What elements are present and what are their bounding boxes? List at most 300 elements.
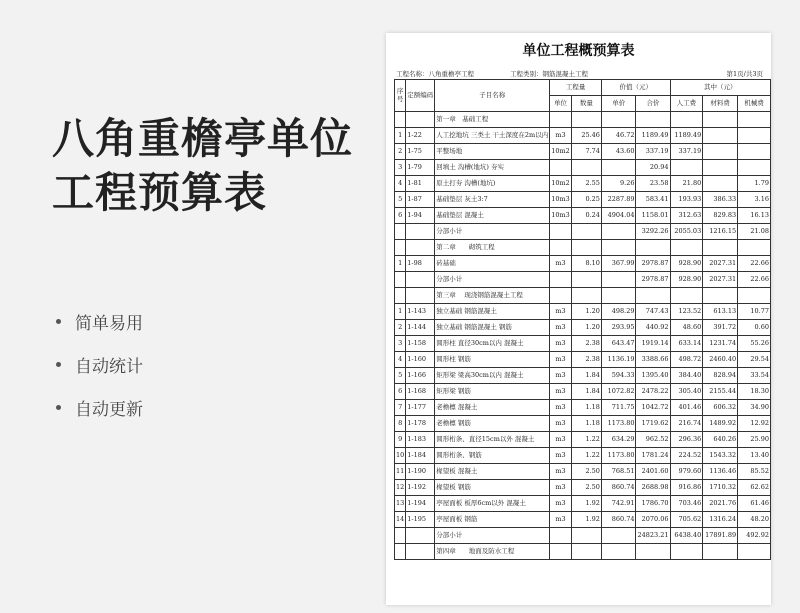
table-row	[395, 464, 771, 480]
cell-price: 860.74	[601, 512, 636, 528]
cell-material	[703, 240, 738, 256]
cell-machine: 62.62	[738, 480, 771, 496]
cell-unit: 10m2	[550, 176, 572, 192]
table-row	[395, 480, 771, 496]
cell-unit: m3	[550, 464, 572, 480]
cell-material: 2460.40	[703, 352, 738, 368]
cell-machine	[738, 240, 771, 256]
cell-name: 老檐檩 钢筋	[435, 416, 550, 432]
cell-code: 1-166	[406, 368, 435, 384]
header-price-group: 价值（元）	[601, 80, 670, 96]
cell-seq: 4	[395, 352, 406, 368]
cell-code: 1-178	[406, 416, 435, 432]
cell-seq	[395, 272, 406, 288]
document-preview	[386, 33, 771, 605]
cell-price: 742.91	[601, 496, 636, 512]
cell-machine	[738, 160, 771, 176]
cell-name: 第二章 砌筑工程	[435, 240, 550, 256]
cell-price: 768.51	[601, 464, 636, 480]
cell-labor: 224.52	[670, 448, 703, 464]
project-name: 工程名称：八角重檐亭工程	[396, 70, 474, 78]
cell-machine: 85.52	[738, 464, 771, 480]
cell-seq: 5	[395, 368, 406, 384]
cell-seq: 7	[395, 400, 406, 416]
cell-seq	[395, 224, 406, 240]
cell-code: 1-177	[406, 400, 435, 416]
cell-qty	[571, 160, 601, 176]
cell-total: 747.43	[636, 304, 670, 320]
header-code: 定额编码	[406, 80, 435, 112]
cell-name: 分部小计	[435, 272, 550, 288]
cell-price	[601, 288, 636, 304]
cell-unit	[550, 160, 572, 176]
cell-seq: 4	[395, 176, 406, 192]
cell-machine: 22.66	[738, 256, 771, 272]
cell-name: 原土打夯 沟槽(地坑)	[435, 176, 550, 192]
cell-qty	[571, 112, 601, 128]
cell-material: 1710.32	[703, 480, 738, 496]
cell-total: 20.94	[636, 160, 670, 176]
cell-qty: 1.84	[571, 368, 601, 384]
cell-unit	[550, 272, 572, 288]
header-total: 合价	[636, 96, 670, 112]
cell-code	[406, 272, 435, 288]
cell-total: 583.41	[636, 192, 670, 208]
cell-name: 砖基础	[435, 256, 550, 272]
header-unit-price: 单价	[601, 96, 636, 112]
header-qty-group: 工程量	[550, 80, 602, 96]
cell-seq: 11	[395, 464, 406, 480]
feature-item: 自动更新	[56, 396, 143, 418]
cell-unit: m3	[550, 336, 572, 352]
cell-price: 46.72	[601, 128, 636, 144]
cell-code: 1-160	[406, 352, 435, 368]
header-unit: 单位	[550, 96, 572, 112]
cell-qty: 0.25	[571, 192, 601, 208]
cell-material: 2027.31	[703, 272, 738, 288]
table-row	[395, 112, 771, 128]
cell-material: 391.72	[703, 320, 738, 336]
table-row	[395, 208, 771, 224]
cell-price	[601, 160, 636, 176]
cell-price: 43.60	[601, 144, 636, 160]
cell-material: 2027.31	[703, 256, 738, 272]
table-row	[395, 336, 771, 352]
cell-code: 1-158	[406, 336, 435, 352]
cell-machine	[738, 112, 771, 128]
table-row	[395, 416, 771, 432]
cell-name: 分部小计	[435, 528, 550, 544]
cell-name: 分部小计	[435, 224, 550, 240]
table-row	[395, 144, 771, 160]
cell-total	[636, 288, 670, 304]
cell-price: 4904.04	[601, 208, 636, 224]
header-name: 子目名称	[435, 80, 550, 112]
cell-code: 1-195	[406, 512, 435, 528]
cell-labor: 305.40	[670, 384, 703, 400]
cell-name: 圆形柱 直径30cm以内 混凝土	[435, 336, 550, 352]
cell-price: 1173.80	[601, 448, 636, 464]
cell-total: 23.58	[636, 176, 670, 192]
hero-title	[52, 112, 352, 220]
table-row	[395, 400, 771, 416]
cell-qty: 0.24	[571, 208, 601, 224]
table-body	[395, 112, 771, 560]
project-type: 工程类别：钢筋混凝土工程	[510, 70, 588, 78]
cell-price	[601, 224, 636, 240]
cell-code	[406, 240, 435, 256]
cell-qty: 2.38	[571, 352, 601, 368]
cell-machine: 34.90	[738, 400, 771, 416]
cell-total	[636, 544, 670, 560]
cell-code	[406, 544, 435, 560]
cell-seq: 5	[395, 192, 406, 208]
cell-code	[406, 112, 435, 128]
table-row	[395, 288, 771, 304]
cell-seq	[395, 528, 406, 544]
cell-seq: 12	[395, 480, 406, 496]
cell-total: 1395.40	[636, 368, 670, 384]
cell-price	[601, 528, 636, 544]
table-row	[395, 128, 771, 144]
cell-qty	[571, 240, 601, 256]
cell-material: 1216.15	[703, 224, 738, 240]
cell-unit: m3	[550, 368, 572, 384]
cell-machine: 3.16	[738, 192, 771, 208]
cell-seq: 8	[395, 416, 406, 432]
page-indicator: 第1页/共3页	[726, 70, 763, 78]
cell-name: 基础垫层 混凝土	[435, 208, 550, 224]
cell-machine	[738, 288, 771, 304]
cell-material: 606.32	[703, 400, 738, 416]
cell-price: 860.74	[601, 480, 636, 496]
cell-qty: 1.22	[571, 448, 601, 464]
cell-total: 1189.49	[636, 128, 670, 144]
cell-seq: 13	[395, 496, 406, 512]
cell-material	[703, 128, 738, 144]
cell-total: 2070.06	[636, 512, 670, 528]
cell-qty: 7.74	[571, 144, 601, 160]
cell-machine: 21.08	[738, 224, 771, 240]
cell-code: 1-87	[406, 192, 435, 208]
bullet-icon	[56, 319, 61, 324]
cell-labor	[670, 160, 703, 176]
table-row	[395, 352, 771, 368]
cell-name: 第四章 地面及防水工程	[435, 544, 550, 560]
cell-seq	[395, 240, 406, 256]
cell-name: 亭屋面板 钢筋	[435, 512, 550, 528]
cell-price: 1173.80	[601, 416, 636, 432]
cell-total	[636, 112, 670, 128]
cell-qty: 2.55	[571, 176, 601, 192]
cell-labor: 21.80	[670, 176, 703, 192]
cell-qty	[571, 272, 601, 288]
cell-unit: m3	[550, 416, 572, 432]
cell-labor: 193.93	[670, 192, 703, 208]
cell-material: 640.26	[703, 432, 738, 448]
cell-labor: 916.86	[670, 480, 703, 496]
cell-code: 1-183	[406, 432, 435, 448]
hero-title-line-1: 八角重檐亭单位	[52, 114, 354, 163]
cell-unit	[550, 544, 572, 560]
cell-name: 基础垫层 灰土3:7	[435, 192, 550, 208]
cell-machine: 10.77	[738, 304, 771, 320]
document-title: 单位工程概预算表	[522, 43, 635, 59]
cell-price: 1072.82	[601, 384, 636, 400]
cell-labor: 6438.40	[670, 528, 703, 544]
cell-material: 613.13	[703, 304, 738, 320]
cell-seq: 14	[395, 512, 406, 528]
cell-total: 3292.26	[636, 224, 670, 240]
cell-labor: 633.14	[670, 336, 703, 352]
header-seq: 序号	[395, 80, 406, 112]
cell-qty: 1.92	[571, 496, 601, 512]
header-qty: 数量	[571, 96, 601, 112]
cell-total: 1786.70	[636, 496, 670, 512]
cell-unit	[550, 112, 572, 128]
cell-price: 634.29	[601, 432, 636, 448]
cell-labor: 2055.03	[670, 224, 703, 240]
cell-labor: 48.60	[670, 320, 703, 336]
cell-price	[601, 272, 636, 288]
cell-labor	[670, 112, 703, 128]
cell-labor: 928.90	[670, 272, 703, 288]
cell-machine	[738, 544, 771, 560]
cell-machine: 33.54	[738, 368, 771, 384]
header-among-group: 其中（元）	[670, 80, 771, 96]
cell-seq: 2	[395, 320, 406, 336]
cell-code: 1-98	[406, 256, 435, 272]
cell-labor: 1189.49	[670, 128, 703, 144]
cell-seq: 3	[395, 160, 406, 176]
cell-price: 367.99	[601, 256, 636, 272]
hero-title-line-2: 工程预算表	[52, 168, 268, 217]
cell-labor: 703.46	[670, 496, 703, 512]
cell-total: 2478.22	[636, 384, 670, 400]
cell-machine: 48.20	[738, 512, 771, 528]
header-material: 材料费	[703, 96, 738, 112]
cell-seq: 3	[395, 336, 406, 352]
feature-list	[56, 310, 143, 439]
cell-qty	[571, 288, 601, 304]
cell-seq	[395, 112, 406, 128]
cell-qty: 1.18	[571, 400, 601, 416]
cell-name: 椽望板 钢筋	[435, 480, 550, 496]
cell-qty: 25.46	[571, 128, 601, 144]
header-labor: 人工费	[670, 96, 703, 112]
table-row	[395, 496, 771, 512]
cell-name: 独立基础 钢筋混凝土 钢筋	[435, 320, 550, 336]
cell-code: 1-79	[406, 160, 435, 176]
cell-unit: m3	[550, 496, 572, 512]
cell-seq	[395, 544, 406, 560]
cell-material	[703, 176, 738, 192]
cell-seq: 1	[395, 256, 406, 272]
cell-name: 圆形柱 钢筋	[435, 352, 550, 368]
cell-name: 第三章 现浇钢筋混凝土工程	[435, 288, 550, 304]
cell-price: 643.47	[601, 336, 636, 352]
cell-labor: 498.72	[670, 352, 703, 368]
cell-labor: 312.63	[670, 208, 703, 224]
table-row	[395, 224, 771, 240]
cell-labor	[670, 288, 703, 304]
cell-seq: 6	[395, 384, 406, 400]
table-row	[395, 512, 771, 528]
cell-machine: 1.79	[738, 176, 771, 192]
cell-material: 1231.74	[703, 336, 738, 352]
cell-code: 1-168	[406, 384, 435, 400]
cell-unit	[550, 288, 572, 304]
cell-code: 1-190	[406, 464, 435, 480]
cell-price: 293.95	[601, 320, 636, 336]
cell-name: 人工挖地坑 三类土 干土深度在2m以内	[435, 128, 550, 144]
cell-machine: 0.60	[738, 320, 771, 336]
cell-name: 矩形梁 钢筋	[435, 384, 550, 400]
cell-material	[703, 544, 738, 560]
cell-qty: 1.20	[571, 320, 601, 336]
cell-price: 1136.19	[601, 352, 636, 368]
cell-unit: m3	[550, 512, 572, 528]
cell-machine: 22.66	[738, 272, 771, 288]
cell-labor: 384.40	[670, 368, 703, 384]
cell-labor: 337.19	[670, 144, 703, 160]
table-row	[395, 368, 771, 384]
table-row	[395, 160, 771, 176]
cell-labor: 928.90	[670, 256, 703, 272]
cell-material: 828.94	[703, 368, 738, 384]
cell-name: 回填土 沟槽(地坑) 夯实	[435, 160, 550, 176]
cell-unit: m3	[550, 304, 572, 320]
cell-machine: 18.30	[738, 384, 771, 400]
cell-price: 498.29	[601, 304, 636, 320]
cell-material: 2021.76	[703, 496, 738, 512]
cell-machine	[738, 128, 771, 144]
cell-code: 1-194	[406, 496, 435, 512]
cell-machine	[738, 144, 771, 160]
cell-material: 1316.24	[703, 512, 738, 528]
cell-name: 椽望板 混凝土	[435, 464, 550, 480]
cell-total: 2688.98	[636, 480, 670, 496]
cell-qty	[571, 544, 601, 560]
cell-name: 老檐檩 混凝土	[435, 400, 550, 416]
cell-qty	[571, 528, 601, 544]
table-row	[395, 304, 771, 320]
feature-item: 自动统计	[56, 353, 143, 375]
table-row	[395, 544, 771, 560]
table-row	[395, 384, 771, 400]
cell-material: 2155.44	[703, 384, 738, 400]
cell-qty: 8.10	[571, 256, 601, 272]
cell-material	[703, 288, 738, 304]
cell-qty: 2.38	[571, 336, 601, 352]
cell-unit: m3	[550, 352, 572, 368]
cell-price	[601, 544, 636, 560]
cell-seq: 9	[395, 432, 406, 448]
cell-name: 独立基础 钢筋混凝土	[435, 304, 550, 320]
table-row	[395, 240, 771, 256]
bullet-icon	[56, 362, 61, 367]
cell-code: 1-94	[406, 208, 435, 224]
cell-code: 1-192	[406, 480, 435, 496]
cell-qty: 1.18	[571, 416, 601, 432]
cell-price: 711.75	[601, 400, 636, 416]
cell-qty: 1.84	[571, 384, 601, 400]
cell-code: 1-143	[406, 304, 435, 320]
cell-material: 1543.32	[703, 448, 738, 464]
cell-qty	[571, 224, 601, 240]
cell-price: 2287.89	[601, 192, 636, 208]
cell-material: 1136.46	[703, 464, 738, 480]
cell-unit: m3	[550, 128, 572, 144]
cell-labor: 123.52	[670, 304, 703, 320]
cell-total: 2978.87	[636, 272, 670, 288]
cell-material: 829.83	[703, 208, 738, 224]
cell-total: 3388.66	[636, 352, 670, 368]
cell-labor: 296.36	[670, 432, 703, 448]
cell-total: 962.52	[636, 432, 670, 448]
cell-code: 1-75	[406, 144, 435, 160]
cell-price	[601, 240, 636, 256]
cell-qty: 2.50	[571, 464, 601, 480]
table-row	[395, 448, 771, 464]
cell-machine: 12.92	[738, 416, 771, 432]
cell-name: 第一章 基础工程	[435, 112, 550, 128]
budget-table	[394, 79, 771, 560]
cell-total: 2978.87	[636, 256, 670, 272]
cell-machine: 16.13	[738, 208, 771, 224]
cell-qty: 2.50	[571, 480, 601, 496]
cell-code	[406, 224, 435, 240]
cell-unit	[550, 528, 572, 544]
cell-material	[703, 144, 738, 160]
cell-seq: 6	[395, 208, 406, 224]
cell-material	[703, 160, 738, 176]
cell-machine: 29.54	[738, 352, 771, 368]
table-row	[395, 176, 771, 192]
cell-code: 1-81	[406, 176, 435, 192]
table-row	[395, 528, 771, 544]
cell-unit	[550, 240, 572, 256]
cell-code	[406, 528, 435, 544]
cell-code	[406, 288, 435, 304]
table-row	[395, 320, 771, 336]
cell-total: 1919.14	[636, 336, 670, 352]
cell-machine: 492.92	[738, 528, 771, 544]
cell-unit: 10m3	[550, 192, 572, 208]
cell-material	[703, 112, 738, 128]
cell-price	[601, 112, 636, 128]
cell-name: 平整场地	[435, 144, 550, 160]
cell-total: 1719.62	[636, 416, 670, 432]
cell-unit: m3	[550, 384, 572, 400]
cell-seq: 2	[395, 144, 406, 160]
cell-price: 9.26	[601, 176, 636, 192]
cell-unit: m3	[550, 256, 572, 272]
cell-unit: m3	[550, 448, 572, 464]
cell-name: 矩形梁 梁高30cm以内 混凝土	[435, 368, 550, 384]
cell-unit: m3	[550, 320, 572, 336]
cell-labor: 401.46	[670, 400, 703, 416]
cell-material: 1489.92	[703, 416, 738, 432]
cell-seq: 1	[395, 304, 406, 320]
cell-code: 1-144	[406, 320, 435, 336]
cell-machine: 55.26	[738, 336, 771, 352]
cell-labor	[670, 240, 703, 256]
cell-unit: m3	[550, 480, 572, 496]
cell-qty: 1.22	[571, 432, 601, 448]
header-machine: 机械费	[738, 96, 771, 112]
cell-unit: 10m3	[550, 208, 572, 224]
